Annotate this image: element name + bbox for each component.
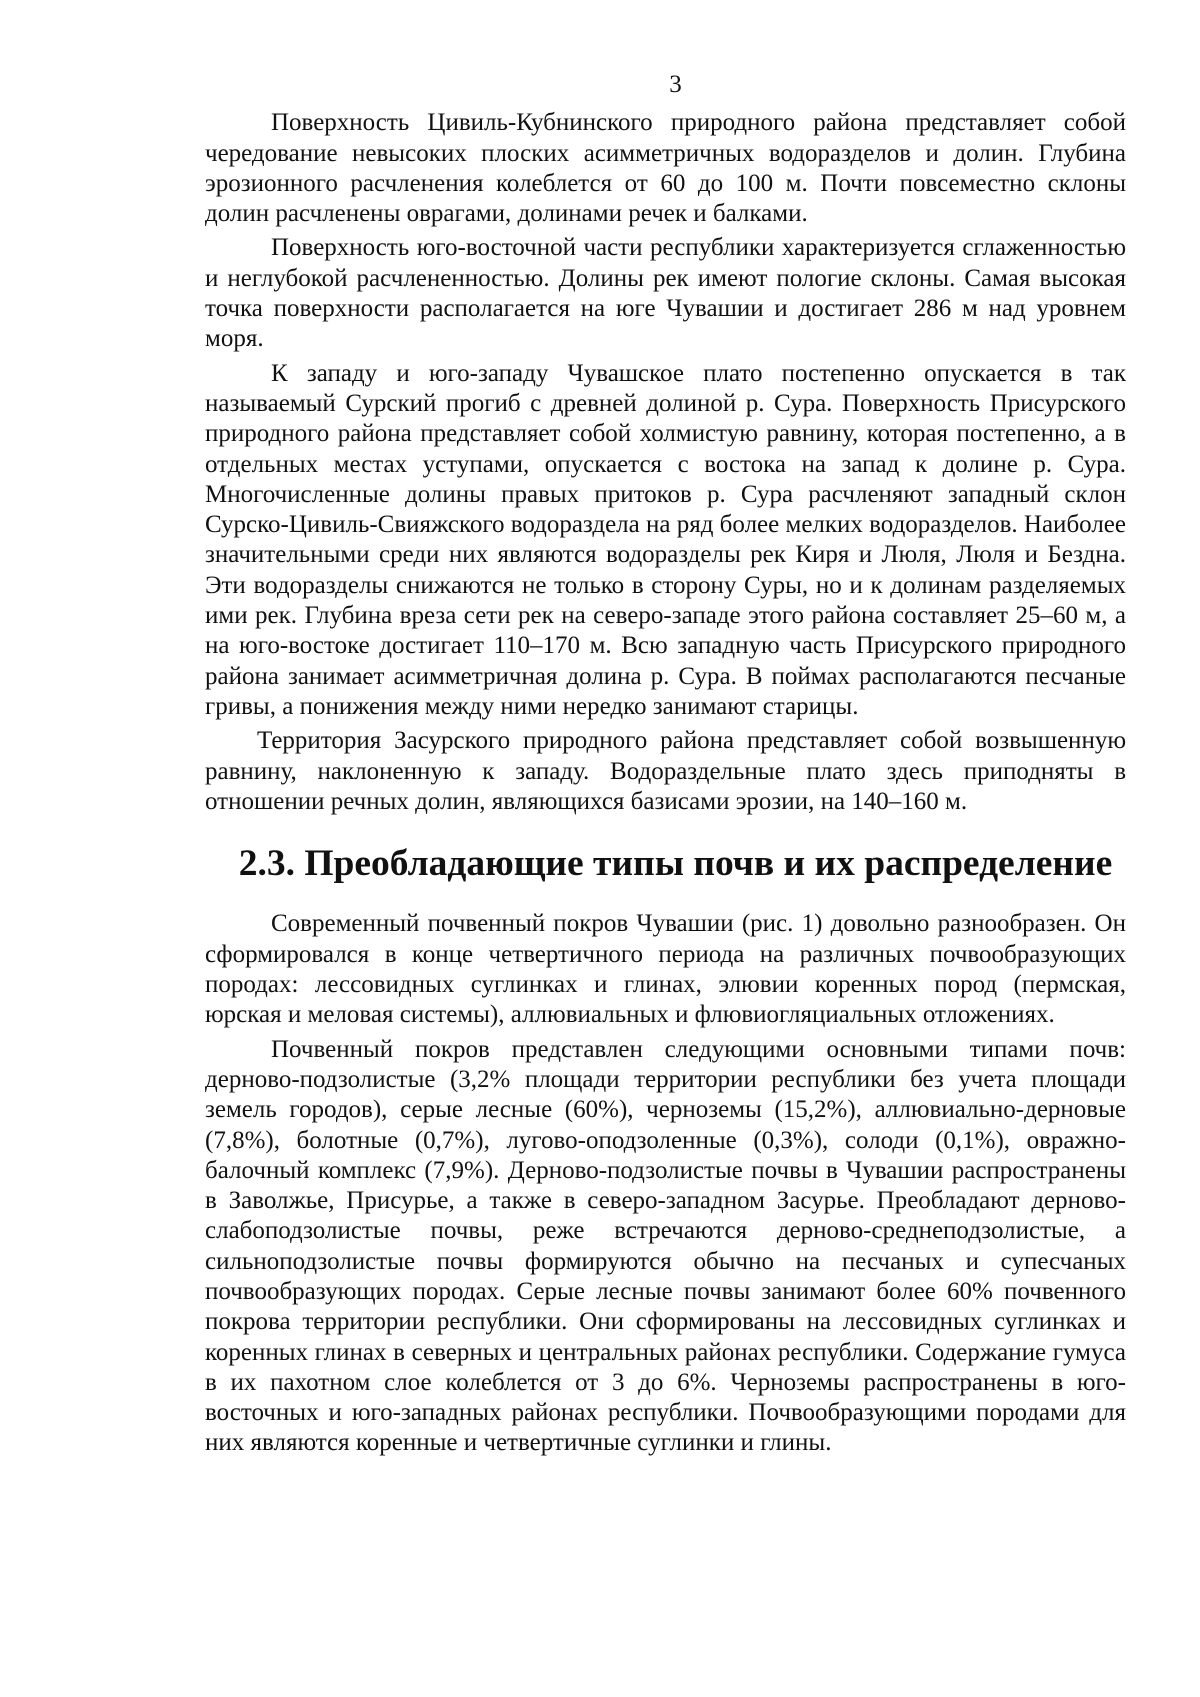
- paragraph-tsivil-kubninsky: Поверхность Цивиль-Кубнинского природного района представляет собой чередование невысоких плоских асимметричных водоразделов и долин. Глубина эрозионного расчленения колеблется от 60 до 100 м. Почти повсеместно склоны долин расчленены оврагами, долинами речек и балками.: [205, 109, 1126, 228]
- paragraph-zasursky: Территория Засурского природного района представляет собой возвышенную равнину, наклоненную к западу. Водораздельные плато здесь приподняты в отношении речных долин, являющихся базисами эрозии, на 140–160 м.: [205, 727, 1126, 815]
- paragraph-soil-cover: Современный почвенный покров Чувашии (рис. 1) довольно разнообразен. Он сформировался в конце четвертичного периода на различных почвообразующих породах: лессовидных суглинках и глинах, элювии коренных пород (пермская, юрская и меловая системы), аллювиальных и флювиогляциальных отложениях.: [205, 910, 1126, 1029]
- paragraph-prisursky: К западу и юго-западу Чувашское плато постепенно опускается в так называемый Сурский прогиб с древней долиной р. Сура. Поверхность Присурского природного района представляет собой холмистую равнину, которая постепенно, а в отдельных местах уступами, опускается с востока на запад к долине р. Сура. Многочисленные долины правых притоков р. Сура расчленяют западный склон Сурско-Цивиль-Свияжского водораздела на ряд более мелких водоразделов. Наиболее значительными среди них являются водоразделы рек Киря и Люля, Люля и Бездна. Эти водоразделы снижаются не только в сторону Суры, но и к долинам разделяемых ими рек. Глубина вреза сети рек на северо-западе этого района составляет 25–60 м, а на юго-востоке достигает 110–170 м. Всю западную часть Присурского природного района занимает асимметричная долина р. Сура. В поймах располагаются песчаные гривы, а понижения между ними нередко занимают старицы.: [205, 359, 1126, 720]
- page-number: 3: [669, 71, 682, 98]
- paragraph-south-east: Поверхность юго-восточной части республики характеризуется сглаженностью и неглубокой расчлененностью. Долины рек имеют пологие склоны. Самая высокая точка поверхности располагается на юге Чувашии и достигает 286 м над уровнем моря.: [205, 234, 1126, 353]
- paragraph-soil-types: Почвенный покров представлен следующими основными типами почв: дерново-подзолистые (3,2% площади территории республики без учета площади земель городов), серые лесные (60%), черноземы (15,2%), аллювиально-дерновые (7,8%), болотные (0,7%), лугово-оподзоленные (0,3%), солоди (0,1%), овражно-балочный комплекс (7,9%). Дерново-подзолистые почвы в Чувашии распространены в Заволжье, Присурье, а также в северо-западном Засурье. Преобладают дерново-слабоподзолистые почвы, реже встречаются дерново-среднеподзолистые, а сильноподзолистые почвы формируются обычно на песчаных и супесчаных почвообразующих породах. Серые лесные почвы занимают более 60% почвенного покрова территории республики. Они сформированы на лессовидных суглинках и коренных глинах в северных и центральных районах республики. Содержание гумуса в их пахотном слое колеблется от 3 до 6%. Черноземы распространены в юго-восточных и юго-западных районах республики. Почвообразующими породами для них являются коренные и четвертичные суглинки и глины.: [205, 1035, 1126, 1457]
- section-heading: 2.3. Преобладающие типы почв и их распределение: [238, 843, 1113, 885]
